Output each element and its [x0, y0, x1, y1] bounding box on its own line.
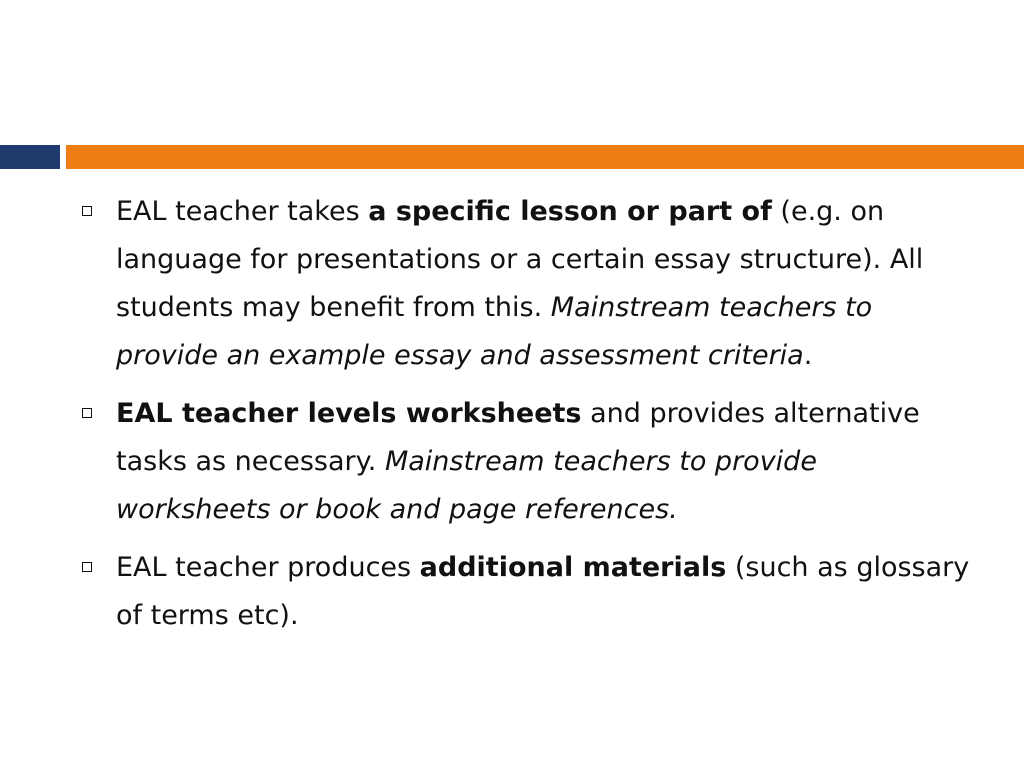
- bullet-bold-segment: a specific lesson or part of: [368, 196, 772, 227]
- bullet-item: [78, 188, 978, 380]
- bullet-text-segment: EAL teacher takes: [116, 196, 369, 227]
- bullet-list: [78, 188, 978, 650]
- header-band-orange: [66, 145, 1024, 169]
- square-bullet-icon: [82, 206, 92, 216]
- bullet-text-segment: (e.g. on language for presentations or a certain essay structure). All students may benefit from this.: [116, 196, 924, 323]
- bullet-text-segment: EAL teacher produces: [116, 552, 420, 583]
- bullet-bold-segment: additional materials: [419, 552, 727, 583]
- bullet-italic-segment: Mainstream teachers to provide worksheets or book and page references.: [116, 446, 817, 525]
- bullet-text-segment: .: [803, 340, 813, 371]
- bullet-item: [78, 544, 978, 640]
- bullet-bold-segment: EAL teacher levels worksheets: [116, 398, 582, 429]
- header-band-blue: [0, 145, 60, 169]
- square-bullet-icon: [82, 408, 92, 418]
- bullet-item: [78, 390, 978, 534]
- bullet-italic-segment: Mainstream teachers to provide an example essay and assessment criteria: [116, 292, 873, 371]
- bullet-text-segment: and provides alternative tasks as necessary.: [116, 398, 920, 477]
- square-bullet-icon: [82, 562, 92, 572]
- bullet-text-segment: (such as glossary of terms etc).: [116, 552, 970, 631]
